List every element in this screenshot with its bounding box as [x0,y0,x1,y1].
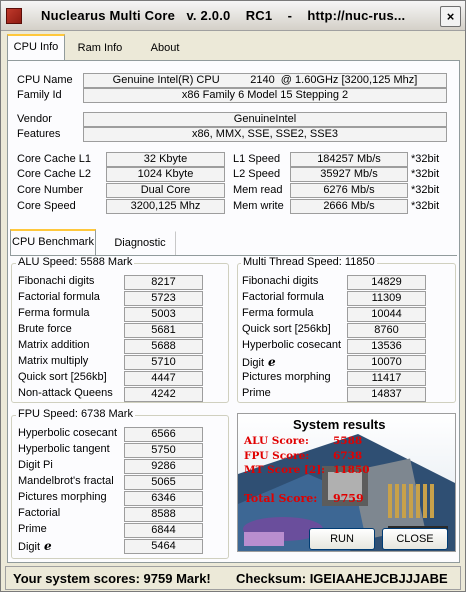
fpu-row-label-text: Mandelbrot's fractal [18,475,114,487]
core-cache-l1-value: 32 Kbyte [106,152,225,167]
core-number-label: Core Number [17,184,84,196]
fpu-row-value: 5750 [124,443,203,458]
alu-row-label-text: Matrix multiply [18,355,89,367]
alu-score-label: ALU Score: [244,435,309,447]
multi-row-value: 14837 [347,387,426,402]
multi-row-label [242,387,271,399]
multi-row-value: 10044 [347,307,426,322]
fpu-row-value: 6346 [124,491,203,506]
core-cache-l2-label: Core Cache L2 [17,168,91,180]
fpu-row-value: 8588 [124,507,203,522]
fpu-row-label-text: Digit [18,541,41,553]
l2-speed-value: 35927 Mb/s [290,167,408,182]
fpu-row-label-text: Hyperbolic tangent [18,443,110,455]
multi-row-label-text: Ferma formula [242,307,314,319]
mt-score-value: 11850 [333,464,370,476]
alu-row-label-text: Fibonachi digits [18,275,95,287]
multi-row-label [242,275,318,287]
mem-read-label: Mem read [233,184,283,196]
bench-tab-bar [10,231,210,255]
close-window-button[interactable]: × [440,6,461,27]
l1-speed-label: L1 Speed [233,153,281,165]
multi-row-label-text: Factorial formula [242,291,324,303]
alu-row-label [18,371,107,383]
alu-row-label-text: Non-attack Queens [18,387,113,399]
fpu-row-label [18,539,52,553]
alu-row-value: 5688 [124,339,203,354]
alu-row-label [18,323,72,335]
vendor-label: Vendor [17,113,52,125]
alu-row-value: 5003 [124,307,203,322]
close-button[interactable]: CLOSE [382,528,448,550]
fpu-score-value: 6738 [333,450,363,462]
fpu-row-label [18,475,114,487]
alu-title: ALU Speed: 5588 Mark [18,256,133,268]
tab-about[interactable]: About [150,42,180,54]
alu-row-label [18,339,90,351]
multi-row-value: 11417 [347,371,426,386]
alu-row-value: 4242 [124,387,203,402]
euler-e-symbol: e [268,355,276,369]
fpu-row-label-text: Factorial [18,507,61,519]
multi-row-label [242,291,324,303]
core-speed-value: 3200,125 Mhz [106,199,225,214]
alu-row-label [18,291,100,303]
multi-row-label [242,323,331,335]
cpu-name-label: CPU Name [17,74,73,86]
alu-row-value: 4447 [124,371,203,386]
system-results-box [237,413,456,552]
alu-row-label [18,275,94,287]
multi-row-label-text: Prime [242,387,271,399]
l1-speed-value: 184257 Mb/s [290,152,408,167]
tab-diagnostic[interactable]: Diagnostic [104,231,176,255]
l2-speed-bits: *32bit [411,168,440,180]
multi-row-label-text: Hyperbolic cosecant [242,339,342,351]
multi-thread-title: Multi Thread Speed: 11850 [243,256,375,268]
app-icon [6,8,22,24]
fpu-row-value: 5065 [124,475,203,490]
alu-score-value: 5588 [333,435,363,447]
alu-row-label [18,355,88,367]
cpu-info-panel [7,60,460,563]
l2-speed-label: L2 Speed [233,168,281,180]
fpu-row-label [18,523,47,535]
multi-row-value: 13536 [347,339,426,354]
fpu-row-label-text: Pictures morphing [18,491,107,503]
multi-row-label [242,371,331,383]
checksum-text: Checksum: IGEIAAHEJCBJJJABE [236,571,448,586]
alu-row-value: 8217 [124,275,203,290]
features-value: x86, MMX, SSE, SSE2, SSE3 [83,127,447,142]
alu-row-value: 5710 [124,355,203,370]
mt-score-label: MT Score [2]: [244,464,326,476]
euler-e-symbol: e [44,539,52,553]
fpu-row-label [18,459,53,471]
window-title: Nuclearus Multi Core v. 2.0.0 RC1 - http://nuc-rus... [41,8,406,23]
alu-row-label-text: Matrix addition [18,339,90,351]
fpu-row-value: 6844 [124,523,203,538]
l1-speed-bits: *32bit [411,153,440,165]
core-cache-l2-value: 1024 Kbyte [106,167,225,182]
alu-row-value: 5723 [124,291,203,306]
mem-write-label: Mem write [233,200,284,212]
core-number-value: Dual Core [106,183,225,198]
multi-row-label-text: Fibonachi digits [242,275,319,287]
system-score-text: Your system scores: 9759 Mark! [13,571,211,586]
tab-ram-info[interactable]: Ram Info [77,42,123,54]
mem-read-bits: *32bit [411,184,440,196]
alu-row-label [18,387,113,399]
alu-row-label-text: Factorial formula [18,291,100,303]
multi-row-value: 14829 [347,275,426,290]
cpu-name-value: Genuine Intel(R) CPU 2140 @ 1.60GHz [3200,125 Mhz] [83,73,447,88]
system-results-title: System results [293,417,386,432]
multi-row-label [242,355,276,369]
multi-row-value: 11309 [347,291,426,306]
alu-row-label [18,307,90,319]
fpu-row-value: 6566 [124,427,203,442]
status-bar [5,566,461,590]
fpu-row-label-text: Prime [18,523,47,535]
fpu-row-label [18,427,117,439]
mem-write-value: 2666 Mb/s [290,199,408,214]
title-bar[interactable] [1,1,465,31]
fpu-title: FPU Speed: 6738 Mark [18,408,133,420]
alu-row-label-text: Quick sort [256kb] [18,371,107,383]
family-value: x86 Family 6 Model 15 Stepping 2 [83,88,447,103]
fpu-row-label [18,443,110,455]
core-cache-l1-label: Core Cache L1 [17,153,91,165]
top-tab-bar [7,36,207,60]
fpu-row-value: 9286 [124,459,203,474]
multi-row-label-text: Digit [242,357,265,369]
fpu-row-label-text: Digit Pi [18,459,53,471]
tab-cpu-benchmark[interactable]: CPU Benchmark [10,229,96,256]
total-score-label: Total Score: [244,492,318,505]
family-label: Family Id [17,89,62,101]
alu-row-label-text: Ferma formula [18,307,90,319]
vendor-value: GenuineIntel [83,112,447,127]
alu-row-value: 5681 [124,323,203,338]
multi-row-value: 8760 [347,323,426,338]
multi-row-label-text: Quick sort [256kb] [242,323,331,335]
multi-row-label-text: Pictures morphing [242,371,331,383]
run-button[interactable]: RUN [309,528,375,550]
multi-row-label [242,307,314,319]
core-speed-label: Core Speed [17,200,76,212]
total-score-value: 9759 [333,492,364,505]
fpu-score-label: FPU Score: [244,450,310,462]
features-label: Features [17,128,61,140]
fpu-row-label-text: Hyperbolic cosecant [18,427,118,439]
tab-cpu-info[interactable]: CPU Info [7,34,65,61]
fpu-row-value: 5464 [124,539,203,554]
fpu-row-label [18,491,107,503]
fpu-row-label [18,507,60,519]
multi-row-label [242,339,341,351]
mem-write-bits: *32bit [411,200,440,212]
alu-row-label-text: Brute force [18,323,72,335]
multi-row-value: 10070 [347,355,426,370]
mem-read-value: 6276 Mb/s [290,183,408,198]
